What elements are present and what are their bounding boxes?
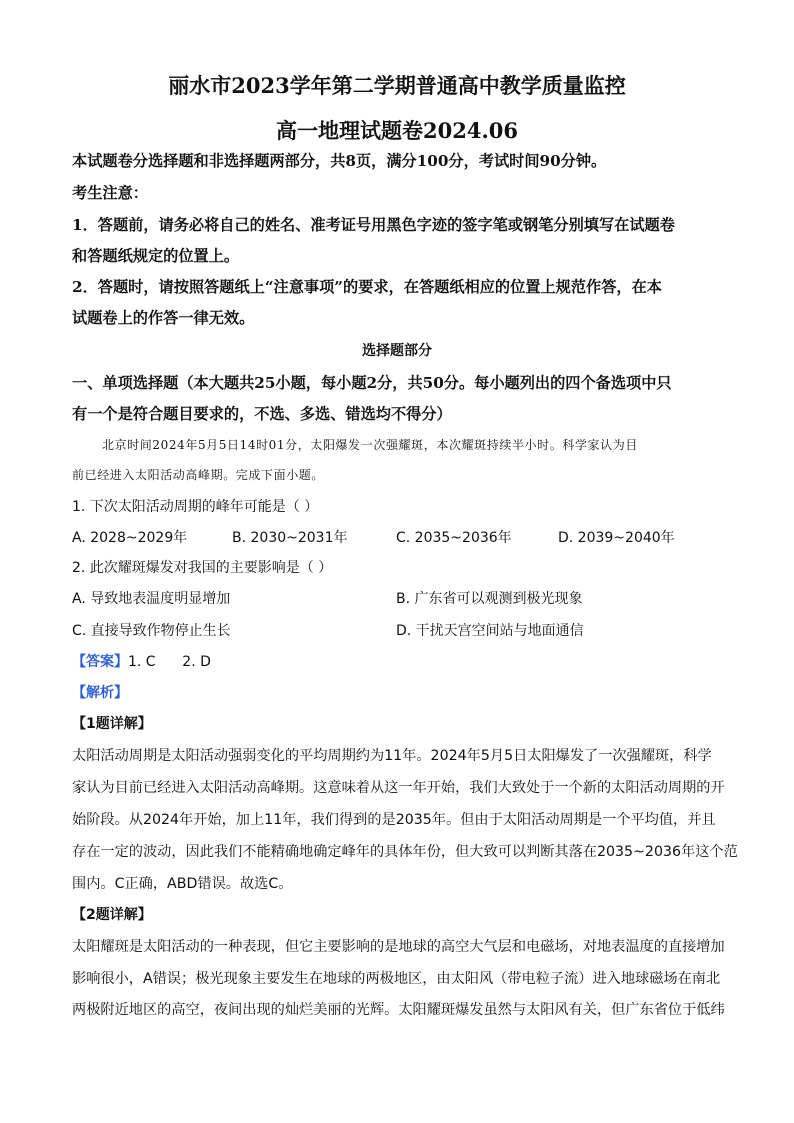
notice-item-2-line-2: 试题卷上的作答一律无效。 [72, 309, 255, 327]
q2-analysis-line-1: 太阳耀斑是太阳活动的一种表现，但它主要影响的是地球的高空大气层和电磁场，对地表温度的直接增加 [72, 939, 725, 955]
question-2-option-c: C. 直接导致作物停止生长 [72, 623, 231, 639]
analysis-label-row [72, 682, 128, 702]
question-1-option-b: B. 2030~2031年 [232, 530, 348, 546]
q2-analysis-line-3: 两极附近地区的高空，夜间出现的灿烂美丽的光辉。太阳耀斑爆发虽然与太阳风有关，但广东省位于低纬 [72, 1002, 725, 1018]
section-heading-line-2: 有一个是符合题目要求的，不选、多选、错选均不得分） [72, 405, 452, 423]
q1-analysis-line-1: 太阳活动周期是太阳活动强弱变化的平均周期约为11年。2024年5月5日太阳爆发了一次强耀斑，科学 [72, 748, 712, 764]
q2-analysis-label: 【2题详解】 [72, 907, 152, 923]
question-1-option-d: D. 2039~2040年 [558, 530, 675, 546]
question-1-option-a: A. 2028~2029年 [72, 530, 188, 546]
section-heading-line-1: 一、单项选择题（本大题共25小题，每小题2分，共50分。每小题列出的四个备选项中只 [72, 374, 672, 392]
question-1-option-c: C. 2035~2036年 [396, 530, 512, 546]
q1-analysis-label: 【1题详解】 [72, 716, 152, 732]
question-2-option-d: D. 干扰天宫空间站与地面通信 [396, 623, 584, 639]
question-2-stem: 2. 此次耀斑爆发对我国的主要影响是（ ） [72, 560, 333, 576]
q1-analysis-line-4: 存在一定的波动，因此我们不能精确地确定峰年的具体年份，但大致可以判断其落在2035~2036年这个范 [72, 844, 738, 860]
q1-analysis-line-5: 围内。C正确，ABD错误。故选C。 [72, 876, 293, 892]
notice-item-1-line-2: 和答题纸规定的位置上。 [72, 247, 240, 265]
question-2-option-b: B. 广东省可以观测到极光现象 [396, 591, 583, 607]
q1-analysis-line-2: 家认为目前已经进入太阳活动高峰期。这意味着从这一年开始，我们大致处于一个新的太阳活动周期的开 [72, 780, 725, 796]
notice-label: 考生注意： [72, 184, 148, 202]
q2-analysis-line-2: 影响很小，A错误；极光现象主要发生在地球的两极地区，由太阳风（带电粒子流）进入地球磁场在南北 [72, 971, 721, 987]
passage-line-1: 北京时间2024年5月5日14时01分，太阳爆发一次强耀斑，本次耀斑持续半小时。科学家认为目 [102, 438, 638, 452]
answer-row [72, 651, 211, 671]
notice-item-2-line-1: 2．答题时，请按照答题纸上“注意事项”的要求，在答题纸相应的位置上规范作答，在本 [72, 278, 662, 296]
notice-item-1-line-1: 1．答题前，请务必将自己的姓名、准考证号用黑色字迹的签字笔或钢笔分别填写在试题卷 [72, 216, 675, 234]
q1-analysis-line-3: 始阶段。从2024年开始，加上11年，我们得到的是2035年。但由于太阳活动周期是一个平均值，并且 [72, 812, 716, 828]
answer-value: 1. C 2. D [128, 654, 211, 670]
exam-subtitle: 高一地理试题卷2024.06 [276, 118, 518, 143]
question-1-stem: 1. 下次太阳活动周期的峰年可能是（ ） [72, 499, 319, 515]
section-title: 选择题部分 [362, 343, 432, 359]
exam-title: 丽水市2023学年第二学期普通高中教学质量监控 [168, 73, 626, 98]
answer-label: 【答案】 [72, 654, 128, 670]
question-2-option-a: A. 导致地表温度明显增加 [72, 591, 231, 607]
intro-text: 本试题卷分选择题和非选择题两部分，共8页，满分100分，考试时间90分钟。 [72, 152, 607, 170]
analysis-label: 【解析】 [72, 685, 128, 701]
passage-line-2: 前已经进入太阳活动高峰期。完成下面小题。 [72, 468, 325, 482]
